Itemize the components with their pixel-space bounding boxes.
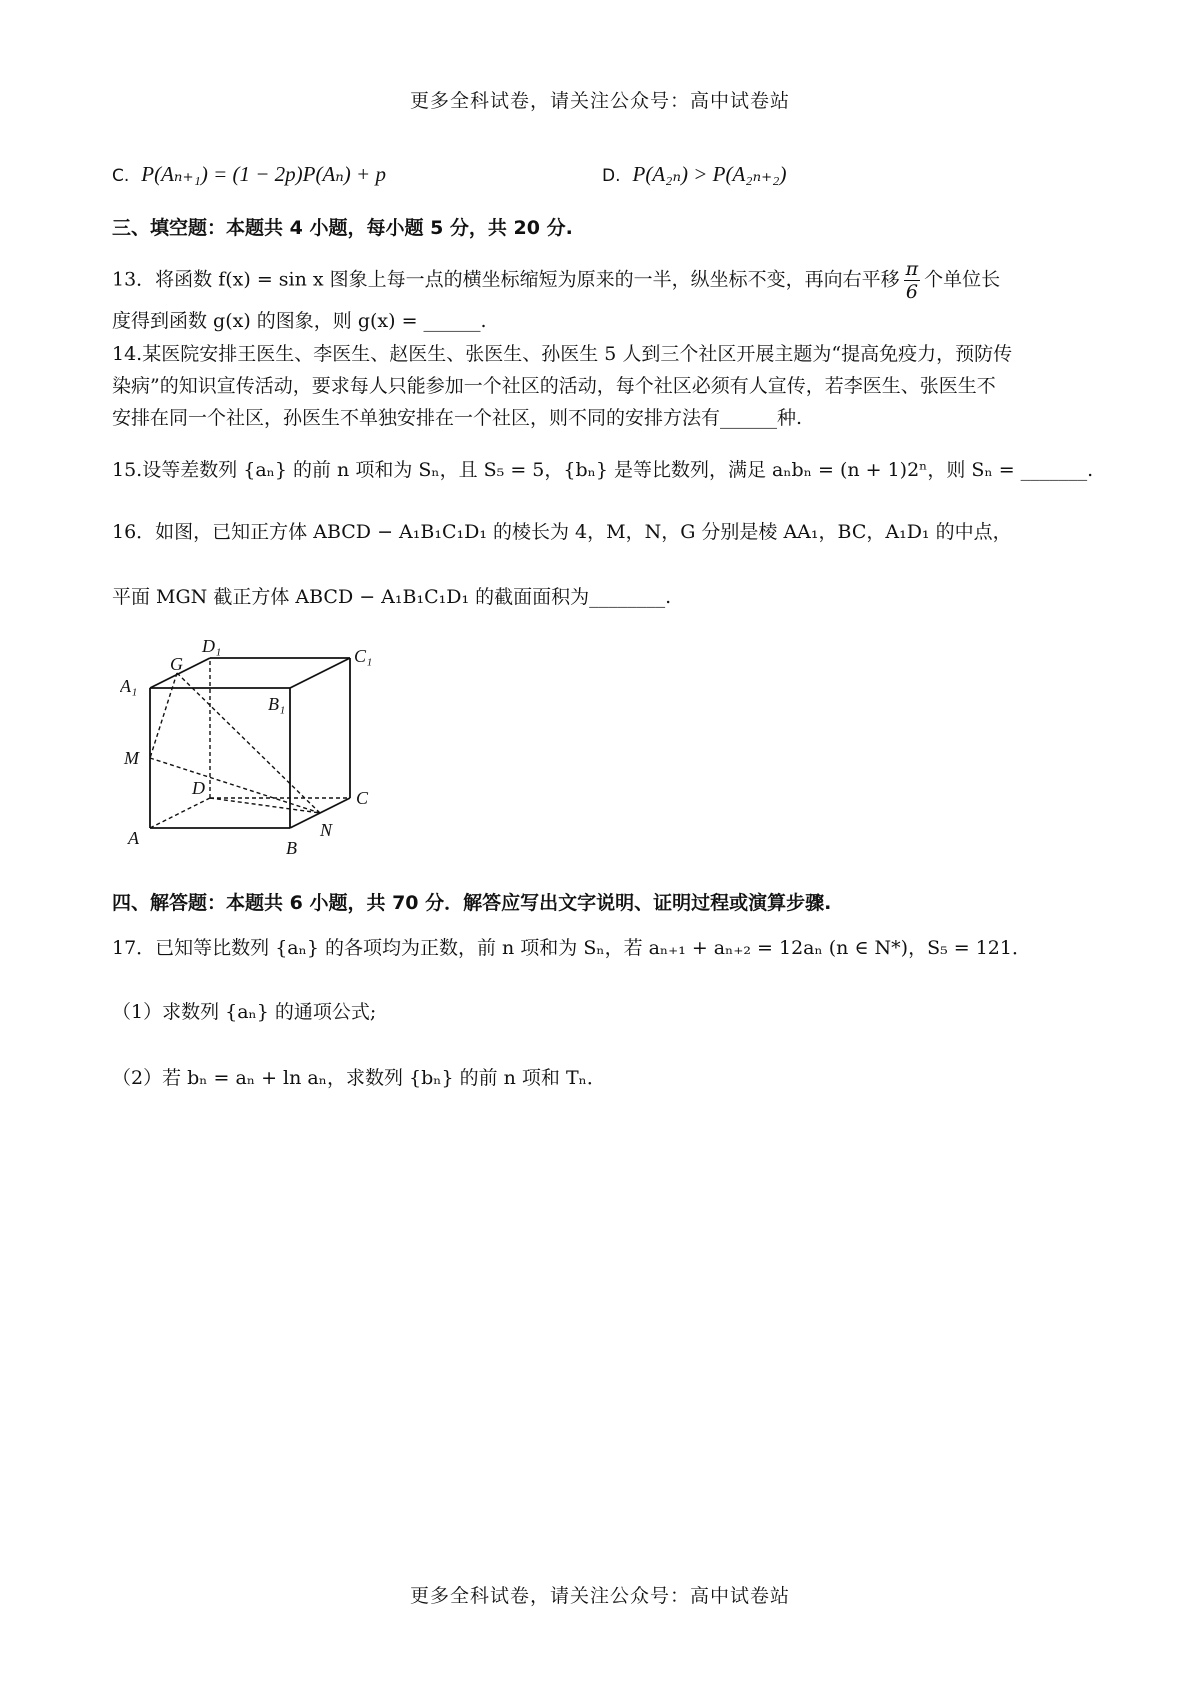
q13-text-after: 个单位长 bbox=[924, 268, 1001, 291]
q17-stem: 17．已知等比数列 {aₙ} 的各项均为正数，前 n 项和为 Sₙ，若 aₙ₊₁ + aₙ₊₂ = 12aₙ (n ∈ N*)，S₅ = 121． bbox=[112, 937, 1031, 959]
option-c-label: C. bbox=[112, 166, 130, 186]
q17-part2: （2）若 bₙ = aₙ + ln aₙ，求数列 {bₙ} 的前 n 项和 Tₙ． bbox=[112, 1067, 606, 1089]
section-4-heading: 四、解答题：本题共 6 小题，共 70 分．解答应写出文字说明、证明过程或演算步骤. bbox=[112, 892, 832, 914]
q14-line1: 14.某医院安排王医生、李医生、赵医生、张医生、孙医生 5 人到三个社区开展主题为“提高免疫力，预防传 bbox=[112, 343, 1013, 365]
section-3-heading: 三、填空题：本题共 4 小题，每小题 5 分，共 20 分. bbox=[112, 217, 573, 239]
q16-line1: 16．如图，已知正方体 ABCD − A₁B₁C₁D₁ 的棱长为 4，M，N，G 分别是棱 AA₁，BC，A₁D₁ 的中点， bbox=[112, 521, 1012, 543]
segment-m-n bbox=[150, 758, 320, 813]
label-c1: C₁ bbox=[354, 646, 373, 666]
q13-fraction-numerator: π bbox=[905, 258, 919, 280]
edge-b1-c1 bbox=[290, 658, 350, 688]
label-a1: A₁ bbox=[120, 676, 138, 696]
q14-line3: 安排在同一个社区，孙医生不单独安排在一个社区，则不同的安排方法有______种. bbox=[112, 407, 803, 429]
option-d-label: D. bbox=[602, 166, 621, 186]
q14-line2: 染病”的知识宣传活动，要求每人只能参加一个社区的活动，每个社区必须有人宣传，若李医生、张医生不 bbox=[112, 375, 996, 397]
cube-diagram bbox=[120, 640, 380, 870]
label-g: G bbox=[170, 654, 183, 674]
option-d-formula: P(A₂ₙ) > P(A₂ₙ₊₂) bbox=[632, 162, 787, 186]
label-d1: D₁ bbox=[202, 640, 222, 656]
segment-d-n bbox=[210, 798, 320, 813]
option-c-formula: P(Aₙ₊₁) = (1 − 2p)P(Aₙ) + p bbox=[141, 162, 386, 186]
page-footer: 更多全科试卷，请关注公众号：高中试卷站 bbox=[409, 1585, 790, 1607]
label-m: M bbox=[124, 748, 139, 768]
cube-figure bbox=[120, 640, 380, 870]
q13-text-before: 13．将函数 f(x) = sin x 图象上每一点的横坐标缩短为原来的一半，纵坐标不变，再向右平移 bbox=[112, 268, 900, 291]
label-d: D bbox=[192, 778, 205, 798]
page-header: 更多全科试卷，请关注公众号：高中试卷站 bbox=[409, 90, 790, 112]
q16-line2: 平面 MGN 截正方体 ABCD − A₁B₁C₁D₁ 的截面面积为________. bbox=[112, 586, 672, 608]
q17-part1: （1）求数列 {aₙ} 的通项公式; bbox=[112, 1001, 377, 1023]
label-c: C bbox=[356, 788, 369, 808]
label-b1: B₁ bbox=[268, 694, 286, 714]
q13-line2: 度得到函数 g(x) 的图象，则 g(x) = ______. bbox=[112, 310, 487, 332]
label-n: N bbox=[320, 820, 333, 840]
q13-line1 bbox=[112, 258, 1092, 303]
label-a: A bbox=[128, 828, 139, 848]
option-d bbox=[602, 162, 786, 187]
label-b: B bbox=[286, 838, 297, 858]
q13-fraction-denominator: 6 bbox=[905, 281, 918, 303]
q13-fraction bbox=[904, 258, 921, 303]
edge-d-a bbox=[150, 798, 210, 828]
q15-line1: 15.设等差数列 {aₙ} 的前 n 项和为 Sₙ，且 S₅ = 5，{bₙ} 是等比数列，满足 aₙbₙ = (n + 1)2ⁿ，则 Sₙ = _______. bbox=[112, 459, 1094, 481]
option-c bbox=[112, 162, 386, 187]
